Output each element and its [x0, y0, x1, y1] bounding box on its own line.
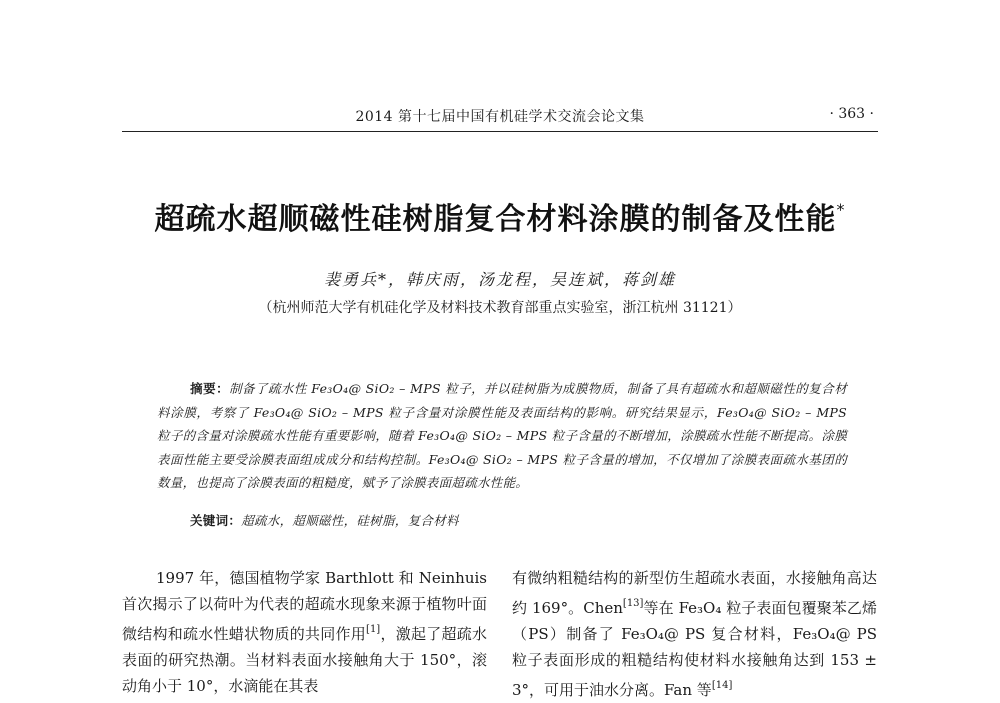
body-column-left [122, 565, 487, 699]
running-header [122, 106, 878, 128]
author-list: 裴勇兵*，韩庆雨，汤龙程，吴连斌，蒋剑雄 [323, 270, 676, 289]
body-left-text-b: ，激起了超疏水表面的研究热潮。当材料表面水接触角大于 150°，滚动角小于 10°，水滴能在其表 [122, 625, 487, 695]
abstract-text: 制备了疏水性 Fe₃O₄@ SiO₂ – MPS 粒子，并以硅树脂为成膜物质，制备了具有超疏水和超顺磁性的复合材料涂膜，考察了 Fe₃O₄@ SiO₂ – MPS 粒子含量对涂膜性能及表面结构的影响。研究结果显示，Fe₃O₄@ SiO₂ – MPS 粒子的含量对涂膜疏水性能有重要影响，随着 Fe₃O₄@ SiO₂ – MPS 粒子含量的不断增加，涂膜疏水性能不断提高。涂膜表面性能主要受涂膜表面组成成分和结构控制。Fe₃O₄@ SiO₂ – MPS 粒子含量的增加，不仅增加了涂膜表面疏水基团的数量，也提高了涂膜表面的粗糙度，赋予了涂膜表面超疏水性能。 [157, 381, 847, 490]
abstract [157, 377, 847, 495]
citation-ref: [1] [366, 624, 381, 635]
body-left-text-a: 1997 年，德国植物学家 Barthlott 和 Neinhuis 首次揭示了以荷叶为代表的超疏水现象来源于植物叶面微结构和疏水性蜡状物质的共同作用 [122, 569, 487, 643]
abstract-label: 摘要： [190, 381, 230, 396]
page-number: · 363 · [829, 106, 874, 122]
keywords [190, 511, 850, 529]
body-column-right [512, 565, 877, 703]
journal-name: 2014 第十七届中国有机硅学术交流会论文集 [355, 109, 645, 125]
paper-title-text: 超疏水超顺磁性硅树脂复合材料涂膜的制备及性能 [154, 202, 837, 237]
body-right-text-a: 有微纳粗糙结构的新型仿生超疏水表面，水接触角高达约 169°。Chen [512, 569, 877, 617]
keywords-text: 超疏水，超顺磁性，硅树脂，复合材料 [241, 513, 459, 528]
body-right-text-b: 等在 Fe₃O₄ 粒子表面包覆聚苯乙烯（PS）制备了 Fe₃O₄@ PS 复合材料，Fe₃O₄@ PS 粒子表面形成的粗糙结构使材料水接触角达到 153 ± 3°，可用于油水分离。Fan 等 [512, 599, 877, 699]
keywords-label: 关键词： [190, 513, 242, 528]
title-footnote-mark: * [836, 200, 846, 219]
citation-ref: [13] [622, 598, 644, 609]
affiliation: （杭州师范大学有机硅化学及材料技术教育部重点实验室，浙江杭州 31121） [258, 300, 742, 316]
paper-title [0, 194, 1000, 238]
citation-ref: [14] [711, 680, 733, 691]
header-rule [122, 131, 878, 132]
